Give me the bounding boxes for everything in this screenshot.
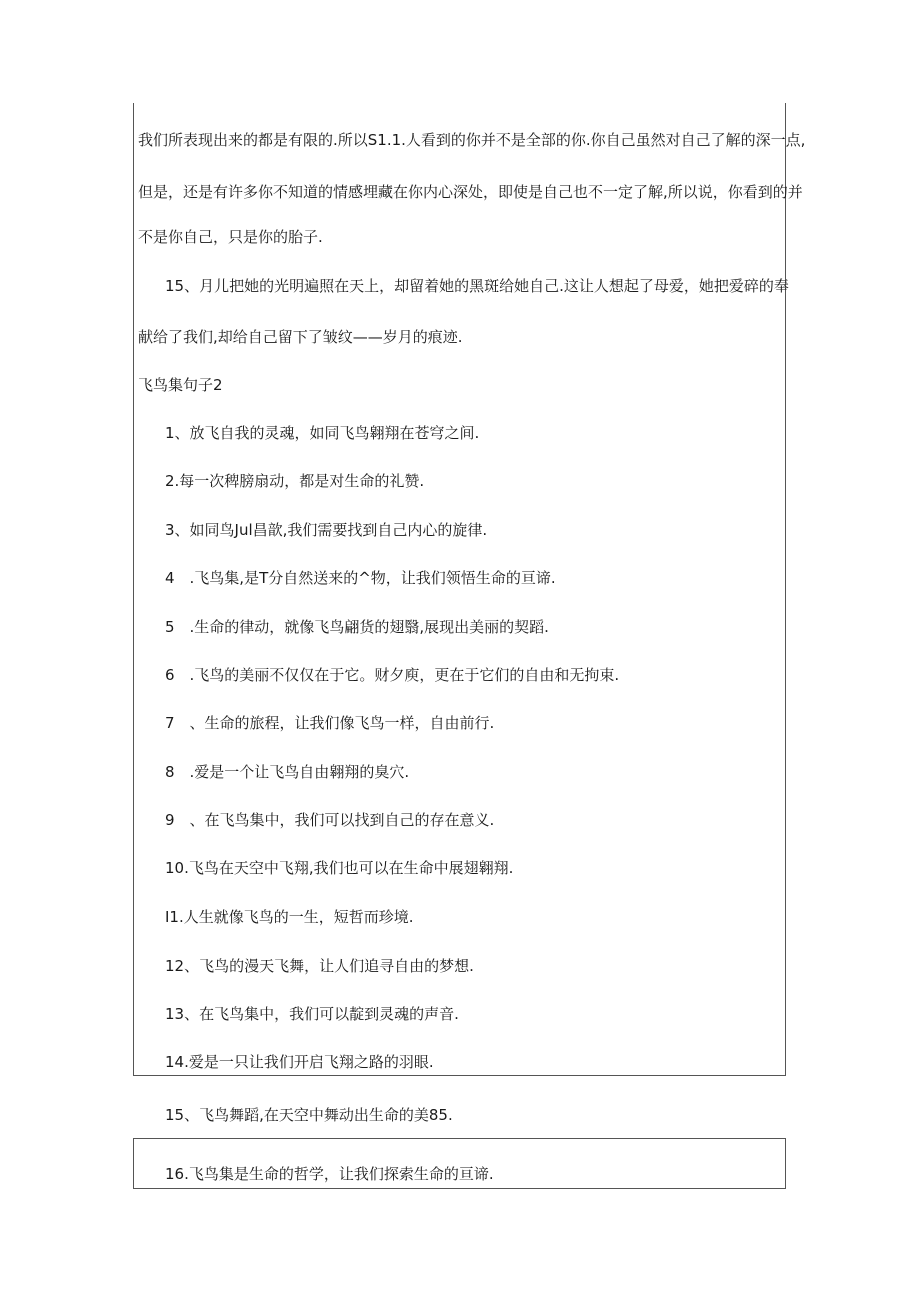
paragraph-line: 不是你自己，只是你的胎子. [138,228,323,246]
list-item: 7 、生命的旅程，让我们像飞鸟一样，自由前行. [165,714,495,732]
section-heading: 飞鸟集句子2 [138,376,223,394]
list-item: 14.爱是一只让我们开启飞翔之路的羽眼. [165,1053,434,1071]
paragraph-line: 我们所表现出来的都是有限的.所以S1.1.人看到的你并不是全部的你.你自己虽然对自己了解的深一点, [138,131,806,149]
list-item: 2.每一次稗膀扇动，都是对生命的礼赞. [165,472,425,490]
list-item: 8 .爱是一个让飞鸟自由翱翔的臭穴. [165,763,410,781]
list-item: 5 .生命的律动，就像飞鸟翩货的翅翳,展现出美丽的契蹈. [165,618,549,636]
list-item: I1.人生就像飞鸟的一生，短哲而珍境. [165,908,414,926]
paragraph-line: 但是，还是有许多你不知道的情感埋藏在你内心深处，即使是自己也不一定了解,所以说，你看到的并 [138,183,803,201]
list-item: 6 .飞鸟的美丽不仅仅在于它。财夕庾，更在于它们的自由和无拘束. [165,666,620,684]
list-item: 12、飞鸟的漫天飞舞，让人们追寻自由的梦想. [165,957,474,975]
list-item: 4 .飞鸟集,是T分自然送来的^物，让我们领悟生命的亘谛. [165,569,556,587]
list-item: 10.飞鸟在天空中飞翔,我们也可以在生命中展翅翱翔. [165,859,514,877]
list-item: 16.飞鸟集是生命的哲学，让我们探索生命的亘谛. [165,1165,494,1183]
list-item: 15、飞鸟舞蹈,在天空中舞动出生命的美85. [165,1106,453,1124]
paragraph-line: 15、月儿把她的光明遍照在天上，却留着她的黑斑给她自己.这让人想起了母爱，她把爱碎的奉 [165,277,789,295]
list-item: 3、如同鸟Jul昌歆,我们需要找到自己内心的旋律. [165,521,488,539]
paragraph-line: 献给了我们,却给自己留下了皱纹——岁月的痕迹. [138,328,463,346]
list-item: 9 、在飞鸟集中，我们可以找到自己的存在意义. [165,811,495,829]
list-item: 1、放飞自我的灵魂，如同飞鸟翱翔在苍穹之间. [165,424,480,442]
list-item: 13、在飞鸟集中，我们可以靛到灵魂的声音. [165,1005,459,1023]
table-frame-main [133,103,806,1076]
